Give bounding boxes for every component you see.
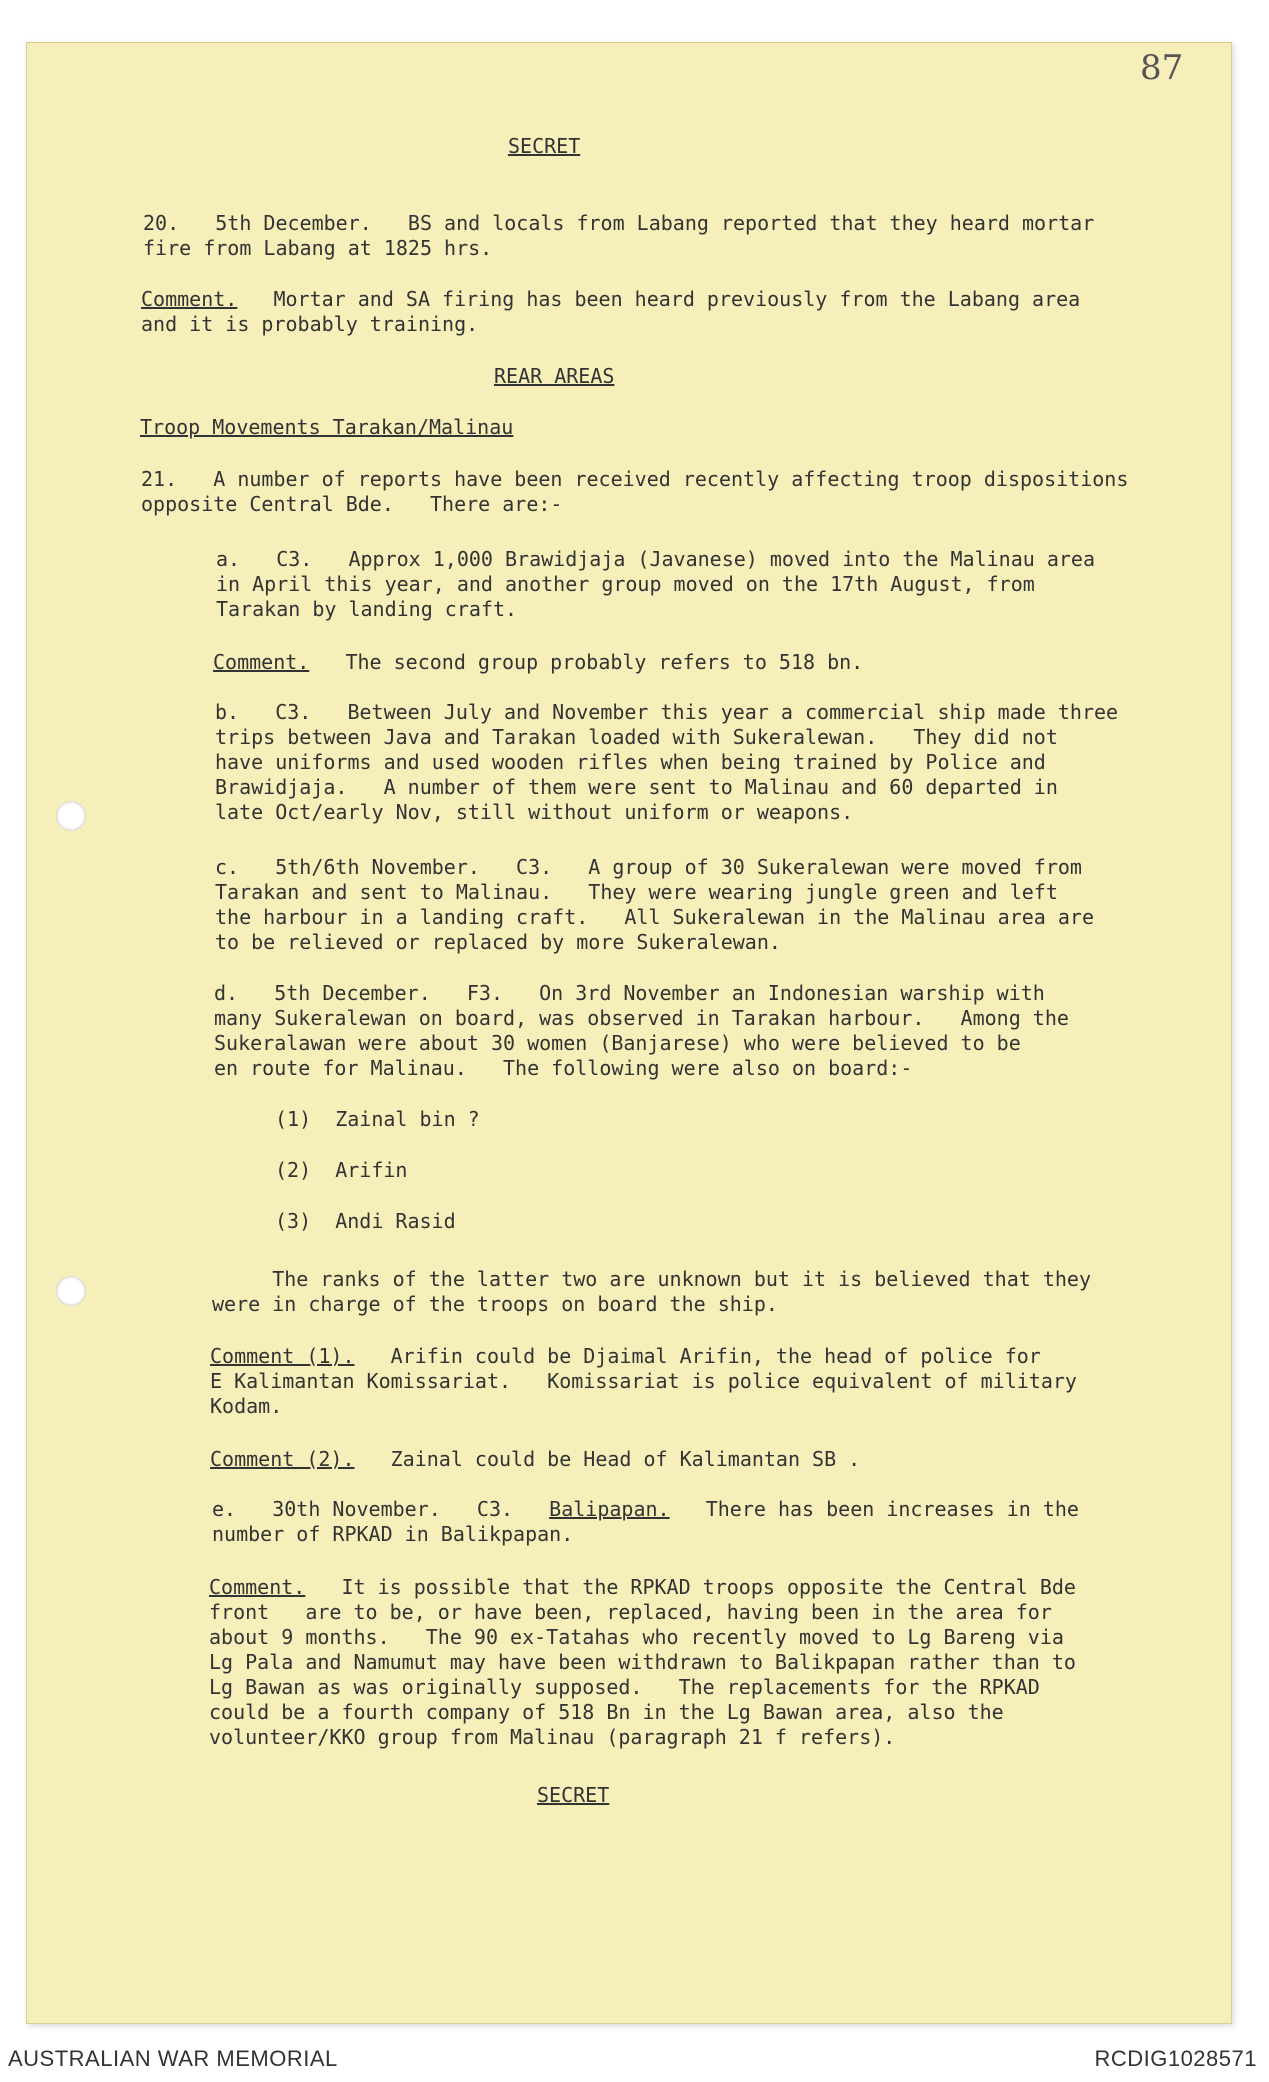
item-d-after-line-1: The ranks of the latter two are unknown but it is believed that they — [212, 1267, 1091, 1291]
item-d-line-1: d. 5th December. F3. On 3rd November an Indonesian warship with — [214, 981, 1045, 1005]
comment-label: Comment (1). — [210, 1344, 355, 1368]
list-item: (1) Zainal bin ? — [275, 1107, 480, 1131]
list-item: (3) Andi Rasid — [275, 1209, 456, 1233]
comment-20-line-2: and it is probably training. — [141, 312, 479, 336]
comment-1-line-3: Kodam. — [210, 1394, 283, 1418]
punch-hole-top — [56, 801, 86, 831]
comment-20-line-1: Comment. Mortar and SA firing has been heard previously from the Labang area — [141, 287, 1081, 311]
page-number: 87 — [1140, 48, 1184, 88]
comment-e-line-3: about 9 months. The 90 ex-Tatahas who recently moved to Lg Bareng via — [209, 1625, 1064, 1649]
comment-label: Comment. — [213, 650, 310, 674]
classification-top: SECRET — [508, 134, 581, 158]
item-b-line-1: b. C3. Between July and November this year a commercial ship made three — [215, 700, 1119, 724]
comment-label: Comment. — [141, 287, 238, 311]
item-b-line-3: have uniforms and used wooden rifles when being trained by Police and — [215, 750, 1046, 774]
section-heading: REAR AREAS — [494, 364, 615, 388]
comment-label: Comment. — [209, 1575, 306, 1599]
item-c-line-4: to be relieved or replaced by more Sukeralewan. — [215, 930, 781, 954]
comment-e-line-1: Comment. It is possible that the RPKAD troops opposite the Central Bde — [209, 1575, 1076, 1599]
comment-1-line-1: Comment (1). Arifin could be Djaimal Arifin, the head of police for — [210, 1344, 1041, 1368]
comment-1-line-2: E Kalimantan Komissariat. Komissariat is police equivalent of military — [210, 1369, 1077, 1393]
item-b-line-2: trips between Java and Tarakan loaded with Sukeralewan. They did not — [215, 725, 1058, 749]
item-d-line-3: Sukeralawan were about 30 women (Banjarese) who were believed to be — [214, 1031, 1021, 1055]
para-20-line-2: fire from Labang at 1825 hrs. — [143, 236, 493, 260]
item-d-line-2: many Sukeralewan on board, was observed in Tarakan harbour. Among the — [214, 1006, 1069, 1030]
item-c-line-2: Tarakan and sent to Malinau. They were wearing jungle green and left — [215, 880, 1058, 904]
item-d-after-line-2: were in charge of the troops on board the ship. — [212, 1292, 778, 1316]
comment-a: Comment. The second group probably refers to 518 bn. — [213, 650, 864, 674]
item-a-line-3: Tarakan by landing craft. — [216, 597, 518, 621]
item-b-line-5: late Oct/early Nov, still without uniform or weapons. — [215, 800, 854, 824]
comment-e-line-6: could be a fourth company of 518 Bn in the Lg Bawan area, also the — [209, 1700, 1004, 1724]
list-item: (2) Arifin — [275, 1158, 408, 1182]
punch-hole-bottom — [56, 1276, 86, 1306]
item-e-line-2: number of RPKAD in Balikpapan. — [212, 1522, 574, 1546]
para-21-line-2: opposite Central Bde. There are:- — [141, 492, 563, 516]
footer-right: RCDIG1028571 — [1094, 2046, 1257, 2071]
item-b-line-4: Brawidjaja. A number of them were sent to Malinau and 60 departed in — [215, 775, 1058, 799]
place-name: Balipapan. — [549, 1497, 670, 1521]
comment-label: Comment (2). — [210, 1447, 355, 1471]
item-a-line-1: a. C3. Approx 1,000 Brawidjaja (Javanese) moved into the Malinau area — [216, 547, 1095, 571]
item-d-line-4: en route for Malinau. The following were also on board:- — [214, 1056, 913, 1080]
classification-bottom: SECRET — [537, 1783, 610, 1807]
item-c-line-3: the harbour in a landing craft. All Sukeralewan in the Malinau area are — [215, 905, 1094, 929]
comment-2: Comment (2). Zainal could be Head of Kalimantan SB . — [210, 1447, 861, 1471]
para-21-line-1: 21. A number of reports have been received recently affecting troop dispositions — [141, 467, 1129, 491]
subheading: Troop Movements Tarakan/Malinau — [140, 415, 514, 439]
comment-e-line-4: Lg Pala and Namumut may have been withdrawn to Balikpapan rather than to — [209, 1650, 1076, 1674]
item-e-line-1: e. 30th November. C3. Balipapan. There has been increases in the — [212, 1497, 1079, 1521]
comment-e-line-5: Lg Bawan as was originally supposed. The replacements for the RPKAD — [209, 1675, 1040, 1699]
para-20-line-1: 20. 5th December. BS and locals from Labang reported that they heard mortar — [143, 211, 1095, 235]
item-c-line-1: c. 5th/6th November. C3. A group of 30 Sukeralewan were moved from — [215, 855, 1082, 879]
comment-e-line-7: volunteer/KKO group from Malinau (paragraph 21 f refers). — [209, 1725, 896, 1749]
footer-left: AUSTRALIAN WAR MEMORIAL — [8, 2046, 338, 2071]
item-a-line-2: in April this year, and another group moved on the 17th August, from — [216, 572, 1035, 596]
comment-e-line-2: front are to be, or have been, replaced, having been in the area for — [209, 1600, 1052, 1624]
